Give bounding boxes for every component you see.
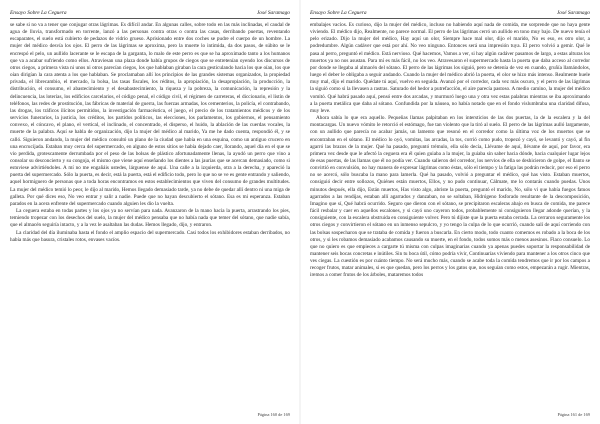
running-header-title: Ensayo Sobre La Ceguera xyxy=(10,10,67,16)
running-header-author: José Saramago xyxy=(556,10,590,16)
running-header-title: Ensayo Sobre La Ceguera xyxy=(310,10,367,16)
paragraph: embalajes vacíos. Es curioso, dijo la mujer del médico, incluso no habiendo aquí nada de comida, me sorprende que no haya gente viviendo. El médico dijo, Realmente, no parece normal. El perro de las lágrimas cerró un aullido en tono muy bajo. De nuevo tenía el pelo erizado. Dijo la mujer del médico, Hay aquí un olor, Siempre hace mal olor, dijo el marido, No es eso, es otro olor, a podredumbre. Algún cadáver que está por ahí. No veo ninguno. Entonces será una impresión tuya. El perro volvió a gemir. Qué le pasa al perro, preguntó el médico. Está nervioso. Qué hacemos, Vamos a ver, si hay algún cadáver pasamos de largo, a estas alturas los muertos ya no nos asustan. Para mí es más fácil, no los veo. Atravesaron el supermercado hasta la puerta que daba acceso al corredor por donde se llegaba al almacén del sótano. El perro de las lágrimas los siguió, pero se detenía de vez en cuando, gruñía llamándolos, luego el deber le obligaba a seguir andando. Cuando la mujer del médico abrió la puerta, el olor se hizo más intenso. Realmente huele muy mal, dijo el marido. Quédate tú aquí, vuelvo en seguida. Avanzó por el corredor, cada vez más oscuro, y el perro de las lágrimas la siguió como si la llevasen a rastras. Saturado del hedor a putrefacción, el aire parecía pastoso. A medio camino, la mujer del médico vomitó. Qué habrá pasado aquí, pensó entre dos arcadas, y murmuró luego una y otra vez estas palabras mientras se iba aproximando a la puerta metálica que daba al sótano. Confundida por la náusea, no había notado que en el fondo vislumbraba una claridad difusa, muy leve. xyxy=(310,22,590,114)
header-rule xyxy=(10,18,290,19)
paragraph: La claridad del día iluminaba hasta el fondo el amplio espacio del supermercado. Casi todos los exhibidores estaban derribados, no había más que basura, cristales rotos, envases vacíos. xyxy=(10,229,290,243)
right-page xyxy=(300,0,600,424)
paragraph: La ceguera estaba en todas partes y los ojos ya no servían para nada. Avanzaron de la mano hacia la puerta, arrastrando los pies, temiendo tropezar con los desechos del suelo, la mujer del médico pensaba que no había nada que temer del sótano, que nadie sabía, que el almacén seguiría intacto, y a la vez le asaltaban las dudas. Hemos llegado, dijo, y entraron. xyxy=(10,208,290,229)
page-number: Página 160 de 169 xyxy=(257,412,290,417)
page-body xyxy=(10,22,290,407)
page-number: Página 161 de 169 xyxy=(557,412,590,417)
page-body xyxy=(310,22,590,407)
paragraph: Ahora sabía lo que era aquello. Pequeñas llamas palpitaban en los intersticios de las dos puertas, la de la escalera y la del montacargas. Un nuevo vómito le retorció el estómago, fue tan violento que la tiró al suelo. El perro de las lágrimas aulló largamente, con un aullido que parecía no acabar jamás, un lamento que resonó en el corredor como la última voz de los muertos que se encontraban en el sótano. El médico lo oyó, vomitas, las arcadas, la tos, corrió como pudo, tropezó y cayó, se levantó y cayó, al fin agarró las brazos de la mujer. Qué ha pasado, preguntó trémulo, ella sólo decía, Llévame de aquí, llévame de aquí, por favor, era primera vez desde que le afectó la ceguera era él quien guiaba a la mujer, la guiaba sin saber hacia dónde, hacia cualquier lugar lejos de esas puertas, de las llamas que él no podía ver. Cuando salieron del corredor, los nervios de ella se deshicieron de golpe, el llanto se convirtió en convulsión, no hay manera de expresar lágrimas como éstas, sólo el tiempo y la fatiga las podrán reducir, por eso el perro no se acercó, sólo buscaba la mano para lamerla. Qué ha pasado, volvió a preguntar el médico, qué has visto. Estaban muertos, consiguió decir entre sollozos, Quiénes están muertos, Ellos, y no pudo continuar, Cálmate, me lo contarás cuando puedas. Unos minutos después, ella dijo, Están muertos, Has visto algo, abriste la puerta, preguntó el marido, No, sólo vi que había fuegos fatuos agarrados a las rendijas, estaban allí agarrados y danzaban, no se soltaban, Hidrógeno fosforado resultante de la descomposición, Imagino que sí, Qué habrá ocurrido. Seguro que dieron con el sótano, se precipitaron escaleras abajo en busca de comida, me parece fácil resbalar y caer en aquellos escalones, y si cayó uno cayeron todos, probablemente ni consiguieron llegar adonde querían, y la consiguiente, con la escalera obstruida en consiguiente volver. Pero tú dijiste que la puerta estaba cerrada. La cerraron seguramente los otros ciegos y convirtieron el sótano en un inmenso sepulcro, y yo tengo la culpa de lo que ocurrió, cuando salí de aquí corriendo con las bolsas sospecharon que se trataba de comida y fueron a buscarla. En cierto modo, todo cuanto comemos es robado a la boca de los otros, y si les robamos demasiado acabamos causando su muerte, en el fondo, todos somos más o menos asesinos. Flaco consuelo. Lo que no quiero es que empieces a cargarte tú misma con culpas imaginarias cuando ya apenas puedes soportar la responsabilidad de mantener seis bocas concretas e inútiles. Sin tu boca útil, cómo podría vivir, Continuarías viviendo para mantener a los otros cinco que ves ciegas. La cuestión es por cuánto tiempo. No será mucho más, cuando se acabe toda la comida tendremos que ir por los campos a recoger frutos, matar animales, si es que quedan, pero los perros y los gatos que, nos seguían como estos, empezarán a rugir. Mientras, iremos a comer frutos de los árboles, mataremos todos xyxy=(310,115,590,279)
header-rule xyxy=(310,18,590,19)
running-header-author: José Saramago xyxy=(256,10,290,16)
paragraph: se sabe si no va a tener que conjugar otras lágrimas. Es difícil andar. En algunas calles, sobre todo en las más inclinadas, el caudal de agua de lluvia, transformado en torrente, lanzó a las personas contra otras o contra las casas, derribando puertas, reventando escaparates, el suelo está cubierto de pedazos de vidrio grueso. Aprisionado entre dos coches se pudre el cuerpo de un hombre. La mujer del médico desvía los ojos. El perro de las lágrimas se aproxima, pero la muerte lo intimida, da dos pasos, de súbito se le encrespó el pelo, un aullido lacerante se le escapa de la garganta, lo malo de este perro es que se ha aproximado tanto a los humanos que va a acabar sufriendo como ellos. Atraviesan una plaza donde había grupos de ciegos que se entretenían oyendo los discursos de otros ciegos, a primera vista ni unos ni otros parecían ciegos, los que hablaban giraban la cara gesticulando hacia los que oían, los que oían dirigían la cara atenta a los que hablaban. Se proclamaban allí los principios de las grandes sistemas organizados, la propiedad privada, el librecambio, el mercado, la bolsa, las tasas fiscales, los réditos, la apropiación, la desapropiación, la producción, la distribución, el consumo, el abastecimiento y el desabastecimiento, la riqueza y la pobreza, la comunicación, la represión y la delincuencia, las loterías, los edificios carcelarios, el código penal, el código civil, el régimen de carreteras, el diccionario, el listín de teléfonos, las redes de prostitución, las fábricas de material de guerra, las fuerzas armadas, los cementerios, la policía, el contrabando, las drogas, los tráficos ilícitos permitidos, la investigación farmacéutica, el juego, el precio de los tratamientos médicos y de los servicios funerarios, la justicia, los créditos, los partidos políticos, las elecciones, los parlamentos, los gobiernos, el pensamiento convexo, el cóncavo, el plano, el vertical, el inclinado, el concentrado, el disperso, el huido, la ablación de las cuerdas vocales, la muerte de la palabra. Aquí se habla de organización, dijo la mujer del médico al marido, Ya me he dado cuenta, respondió él, y se calló. Siguieron andando, la mujer del médico consultó un plano de la ciudad que había en una esquina, como un antiguo crucero en una encrucijada. Estaban muy cerca del supermercado, en alguno de estos sitios se había dejado caer, llorando, aquel día en el que se vio perdida, grotescamente derrumbada por el peso de las bolsas de plástico afortunadamente llenas, la ayudó un perro que vino a consolar su desconcierto y su congoja, el mismo que viene aquí enseñando los dientes a las jaurías que se acercan demasiado, como si estuviese advirtiéndoles. A mí no me engañáis ustedes, lárguense de aquí. Una calle a la izquierda, otra a la derecha, y apareció la puerta del supermercado. Sólo la puerta, es decir, está la puerta, está el edificio todo, pero lo que no se ve es gente entrando y saliendo, aquel hormiguero de personas que a toda horas encontramos en estos establecimientos que viven del consumo de grandes multitudes. La mujer del médico temió lo peor, le dijo al marido, Hemos llegado demasiado tarde, ya no debe de quedar allí dentro ni una miga de galleta. Por qué dices eso, No veo entrar y salir a nadie. Puede que no hayan descubierto el sótano. Esa es mi esperanza. Estaban parados en la acera enfrente del supermercado cuando alguien les dio la vuelta. xyxy=(10,22,290,207)
